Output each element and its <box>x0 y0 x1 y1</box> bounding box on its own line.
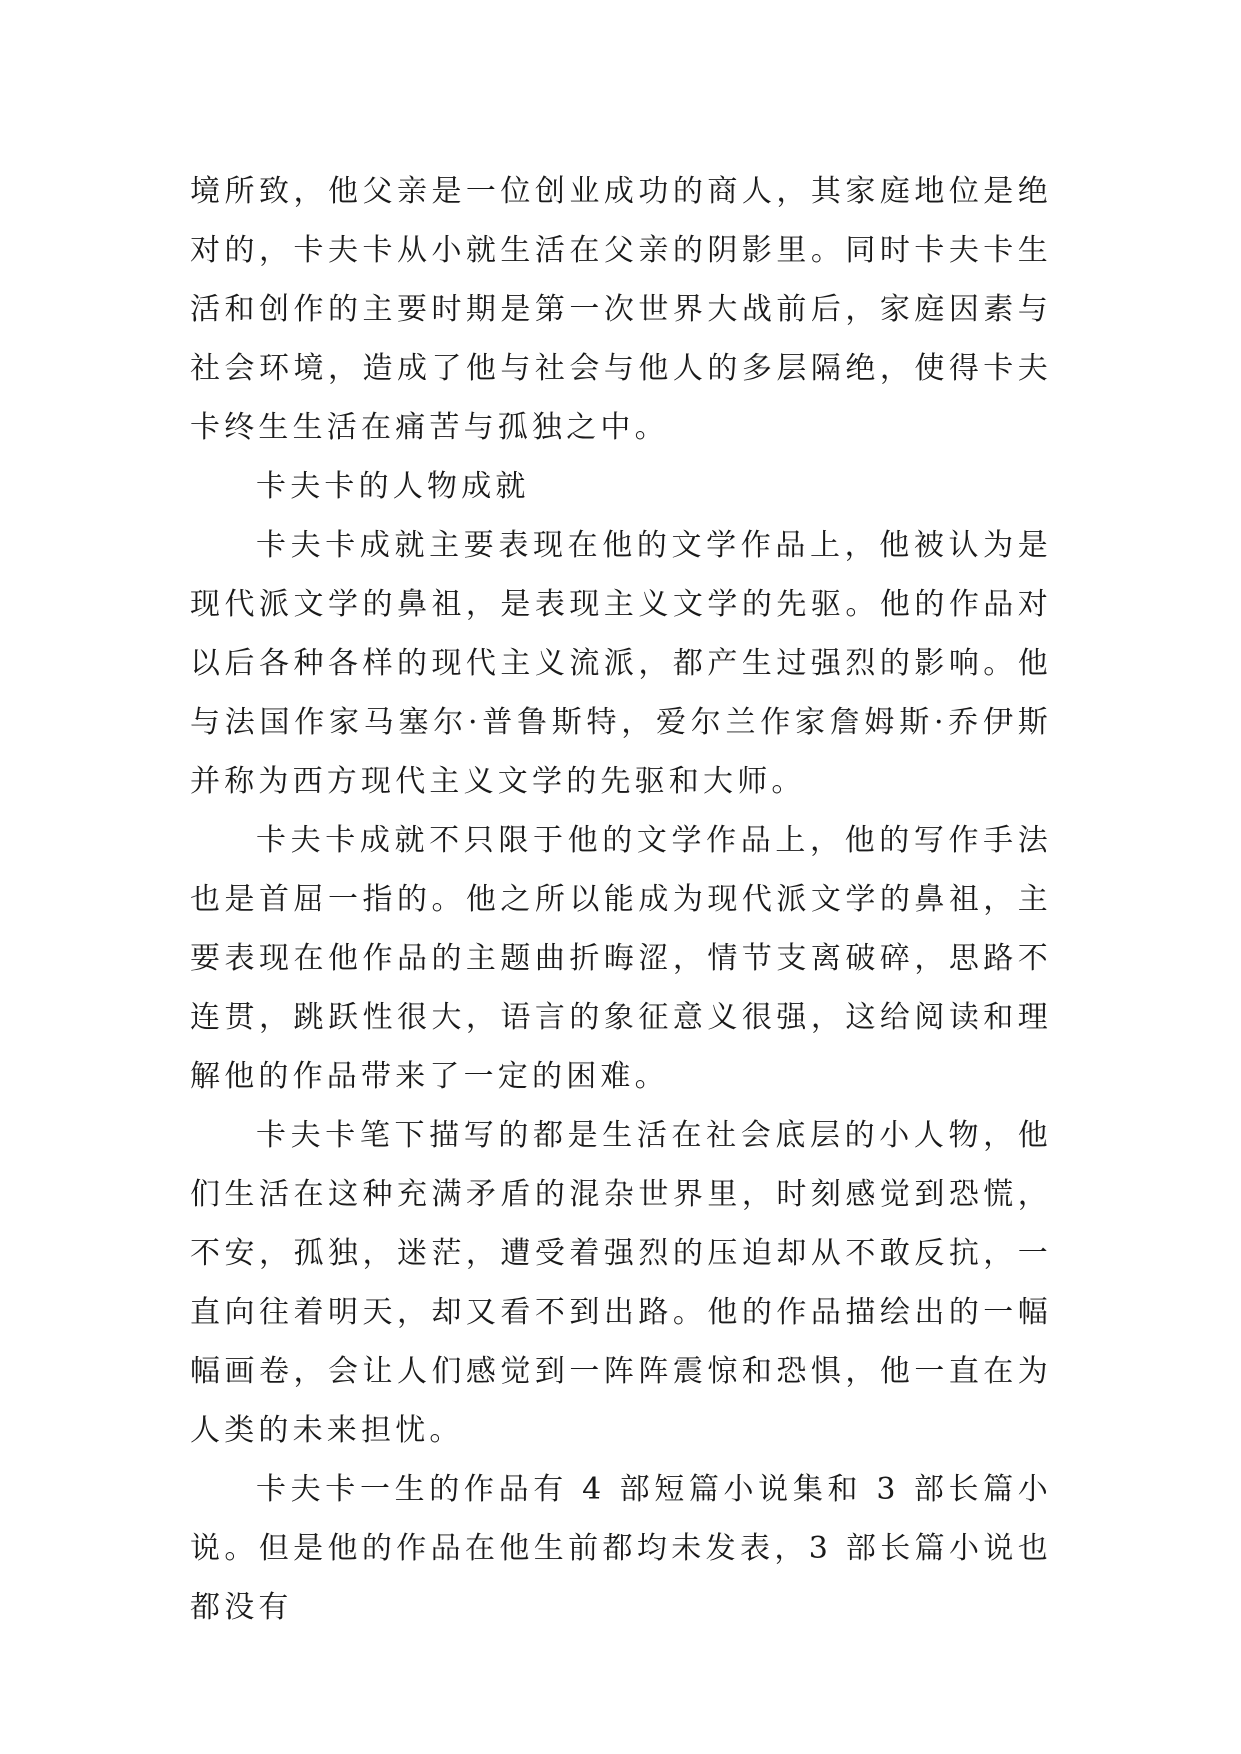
paragraph-works: 卡夫卡一生的作品有 4 部短篇小说集和 3 部长篇小说。但是他的作品在他生前都均未发表，3 部长篇小说也都没有 <box>190 1472 1052 1625</box>
paragraph-family-background: 境所致，他父亲是一位创业成功的商人，其家庭地位是绝对的，卡夫卡从小就生活在父亲的阴影里。同时卡夫卡生活和创作的主要时期是第一次世界大战前后，家庭因素与社会环境，造成了他与社会与他人的多层隔绝，使得卡夫卡终生生活在痛苦与孤独之中。 <box>190 174 1052 445</box>
document-body <box>190 162 1052 1637</box>
paragraph-characters: 卡夫卡笔下描写的都是生活在社会底层的小人物，他们生活在这种充满矛盾的混杂世界里，时刻感觉到恐慌，不安，孤独，迷茫，遭受着强烈的压迫却从不敢反抗，一直向往着明天，却又看不到出路。他的作品描绘出的一幅幅画卷，会让人们感觉到一阵阵震惊和恐惧，他一直在为人类的未来担忧。 <box>190 1118 1052 1448</box>
section-heading-achievements: 卡夫卡的人物成就 <box>256 469 530 504</box>
paragraph-writing-style: 卡夫卡成就不只限于他的文学作品上，他的写作手法也是首屈一指的。他之所以能成为现代派文学的鼻祖，主要表现在他作品的主题曲折晦涩，情节支离破碎，思路不连贯，跳跃性很大，语言的象征意义很强，这给阅读和理解他的作品带来了一定的困难。 <box>190 823 1052 1094</box>
paragraph-literary-achievements: 卡夫卡成就主要表现在他的文学作品上，他被认为是现代派文学的鼻祖，是表现主义文学的先驱。他的作品对以后各种各样的现代主义流派，都产生过强烈的影响。他与法国作家马塞尔·普鲁斯特，爱尔兰作家詹姆斯·乔伊斯并称为西方现代主义文学的先驱和大师。 <box>190 528 1052 799</box>
